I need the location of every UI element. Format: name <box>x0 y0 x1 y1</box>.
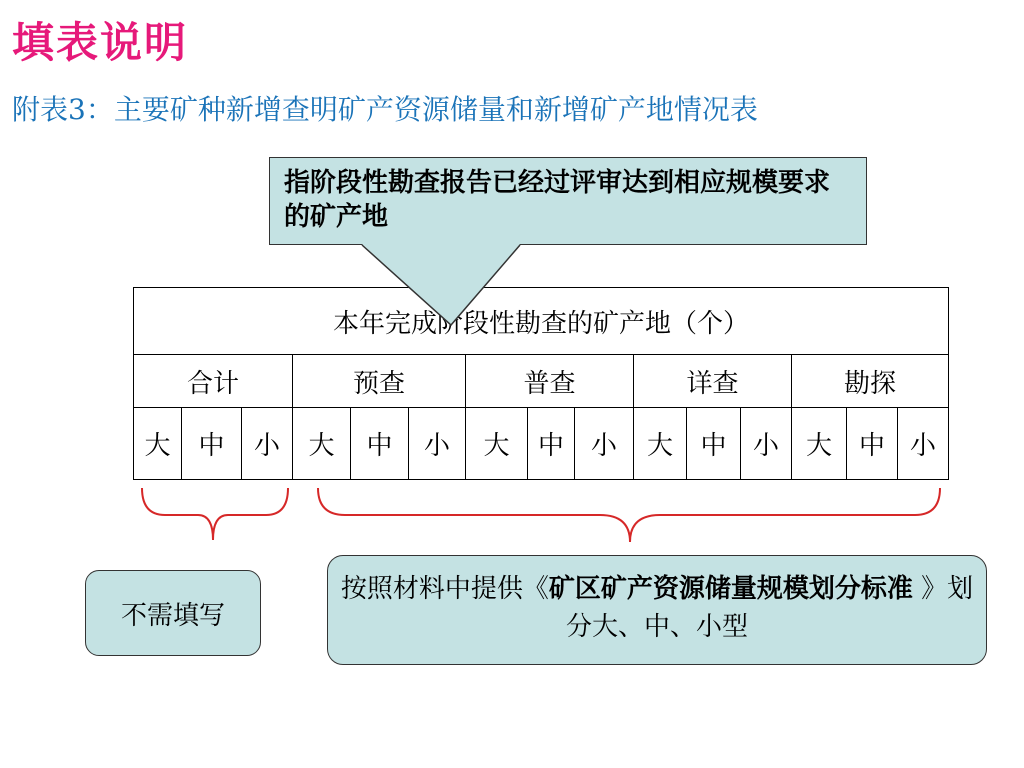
size-medium: 中 <box>351 408 409 480</box>
size-small: 小 <box>575 408 634 480</box>
slide-subtitle: 附表3：主要矿种新增查明矿产资源储量和新增矿产地情况表 <box>12 93 758 126</box>
table-header-cell: 本年完成阶段性勘查的矿产地（个） <box>134 288 949 355</box>
size-large: 大 <box>134 408 182 480</box>
size-medium: 中 <box>528 408 575 480</box>
size-medium: 中 <box>182 408 242 480</box>
size-large: 大 <box>634 408 687 480</box>
size-medium: 中 <box>687 408 741 480</box>
size-large: 大 <box>792 408 847 480</box>
group-general: 普查 <box>466 355 634 408</box>
size-large: 大 <box>466 408 528 480</box>
size-small: 小 <box>741 408 792 480</box>
group-total: 合计 <box>134 355 293 408</box>
size-small: 小 <box>898 408 949 480</box>
callout-top-note: 指阶段性勘查报告已经过评审达到相应规模要求的矿产地 <box>269 157 867 245</box>
group-prelim: 预查 <box>293 355 466 408</box>
size-small: 小 <box>409 408 466 480</box>
size-small: 小 <box>242 408 293 480</box>
note-classification-standard: 矿区矿产资源储量规模划分标准 <box>548 574 913 604</box>
note-classification-suffix: 》划分大、中、小型 <box>565 574 974 642</box>
size-medium: 中 <box>847 408 898 480</box>
group-detailed: 详查 <box>634 355 792 408</box>
size-large: 大 <box>293 408 351 480</box>
group-exploration: 勘探 <box>792 355 949 408</box>
note-not-required: 不需填写 <box>85 570 261 656</box>
slide-title: 填表说明 <box>12 18 189 67</box>
note-classification-prefix: 按照材料中提供《 <box>340 574 549 604</box>
